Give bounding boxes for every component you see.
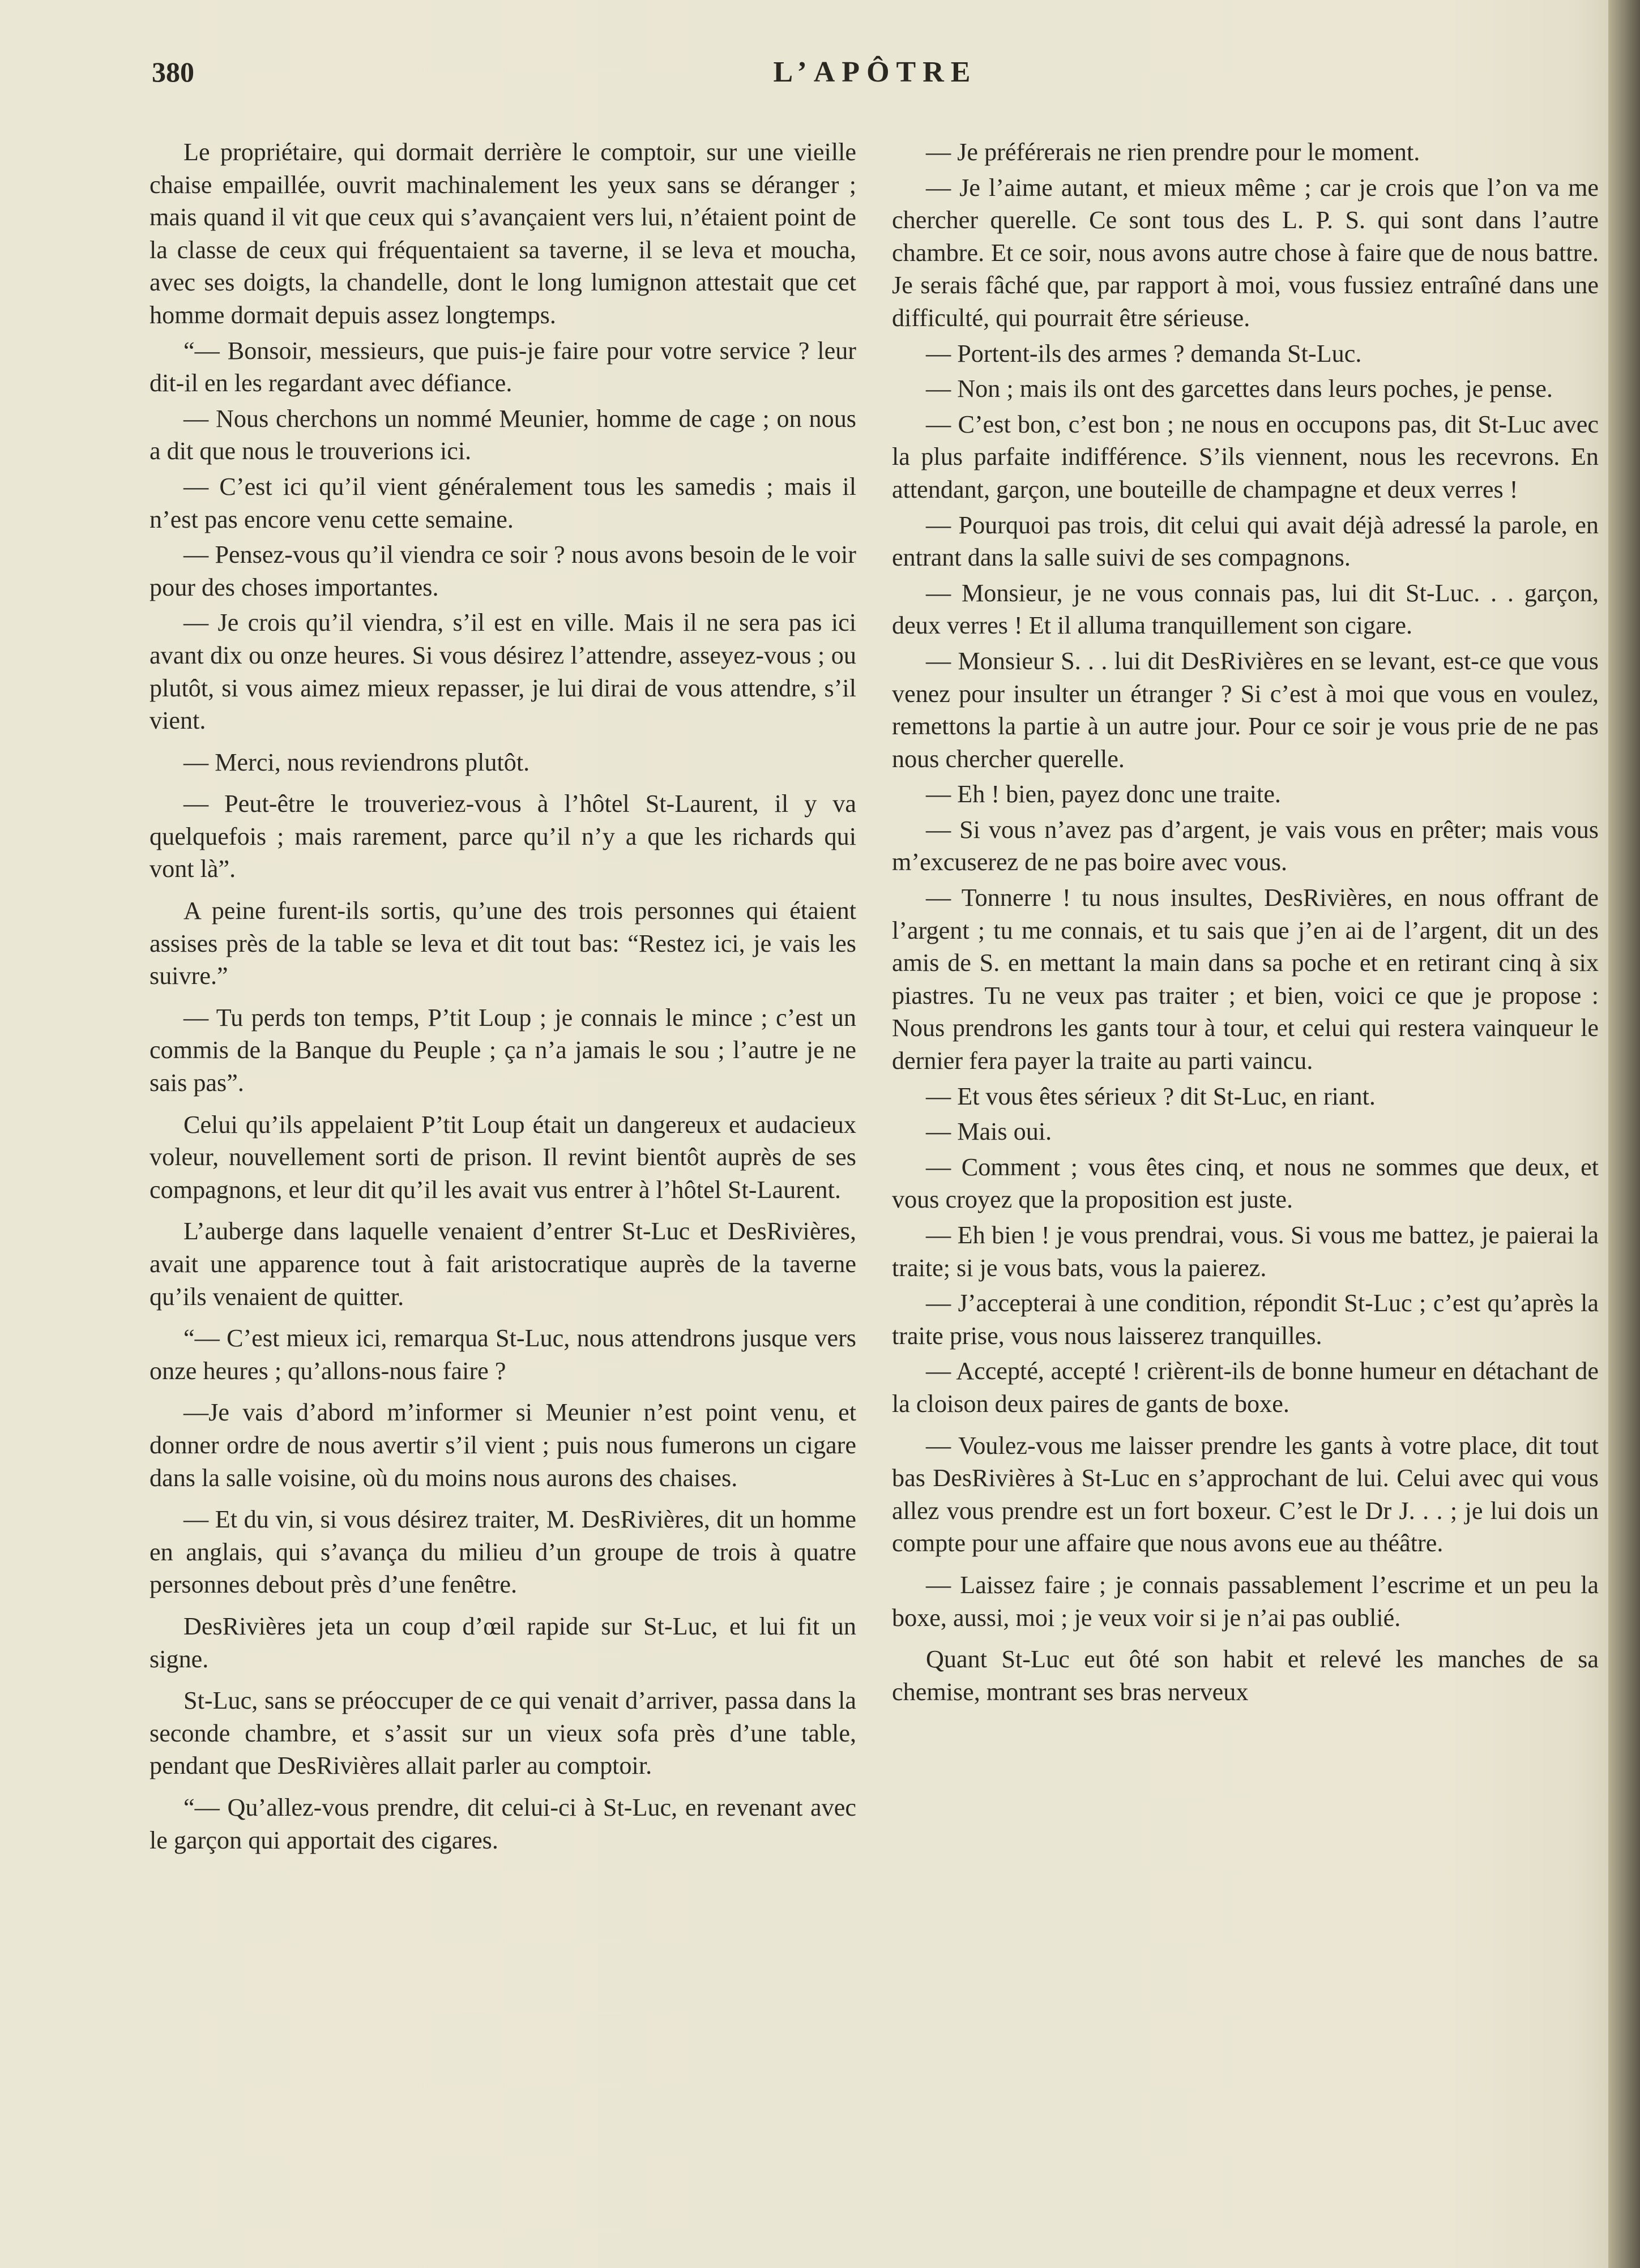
paragraph: — Je crois qu’il viendra, s’il est en ville. Mais il ne sera pas ici avant dix ou onze heures. Si vous désirez l’attendre, asseyez-vous ; ou plutôt, si vous aimez mieux repasser, je lui dirai de vous attendre, s’il vient. <box>150 609 856 735</box>
paragraph: DesRivières jeta un coup d’œil rapide sur St-Luc, et lui fit un signe. <box>150 1612 856 1673</box>
paragraph: — Monsieur, je ne vous connais pas, lui dit St-Luc. . . garçon, deux verres ! Et il alluma tranquillement son cigare. <box>892 579 1599 640</box>
page-header <box>152 55 1599 101</box>
paragraph: — Non ; mais ils ont des garcettes dans leurs poches, je pense. <box>926 375 1553 403</box>
left-column <box>150 136 856 1859</box>
paragraph: — Et du vin, si vous désirez traiter, M. DesRivières, dit un homme en anglais, qui s’avança du milieu d’un groupe de trois à quatre personnes debout près d’une fenêtre. <box>150 1505 856 1599</box>
paragraph: — Merci, nous reviendrons plutôt. <box>183 748 530 776</box>
paragraph: — Si vous n’avez pas d’argent, je vais vous en prêter; mais vous m’excuserez de ne pas boire avec vous. <box>892 815 1599 876</box>
paragraph: — Peut-être le trouveriez-vous à l’hôtel St-Laurent, il y va quelquefois ; mais rarement, parce qu’il n’y a que les richards qui vont là”. <box>150 790 856 883</box>
paragraph: —Je vais d’abord m’informer si Meunier n’est point venu, et donner ordre de nous avertir s’il vient ; puis nous fumerons un cigare dans la salle voisine, où du moins nous aurons des chaises. <box>150 1398 856 1492</box>
paragraph: — Je l’aime autant, et mieux même ; car je crois que l’on va me chercher querelle. Ce sont tous des L. P. S. qui sont dans l’autre chambre. Et ce soir, nous avons autre chose à faire que de nous battre. Je serais fâché que, par rapport à moi, vous fussiez entraîné dans une difficulté, qui pourrait être sérieuse. <box>892 173 1599 332</box>
book-spine-edge <box>1608 0 1640 2268</box>
paragraph: — Pensez-vous qu’il viendra ce soir ? nous avons besoin de le voir pour des choses importantes. <box>150 541 856 601</box>
paragraph: — Accepté, accepté ! crièrent-ils de bonne humeur en détachant de la cloison deux paires de gants de boxe. <box>892 1357 1599 1418</box>
paragraph: Le propriétaire, qui dormait derrière le comptoir, sur une vieille chaise empaillée, ouvrit machinalement les yeux sans se déranger ; mais quand il vit que ceux qui s’avançaient vers lui, n’étaient point de la classe de ceux qui fréquentaient sa taverne, il se leva et moucha, avec ses doigts, la chandelle, dont le long lumignon attestait que cet homme dormait depuis assez longtemps. <box>150 138 856 329</box>
paragraph: A peine furent-ils sortis, qu’une des trois personnes qui étaient assises près de la table se leva et dit tout bas: “Restez ici, je vais les suivre.” <box>150 897 856 990</box>
paragraph: — Eh bien ! je vous prendrai, vous. Si vous me battez, je paierai la traite; si je vous bats, vous la paierez. <box>892 1221 1599 1282</box>
paragraph: — Nous cherchons un nommé Meunier, homme de cage ; on nous a dit que nous le trouverions ici. <box>150 404 856 465</box>
paragraph: — Portent-ils des armes ? demanda St-Luc. <box>926 339 1362 367</box>
paragraph: — Je préférerais ne rien prendre pour le moment. <box>926 138 1420 166</box>
right-column <box>892 136 1599 1711</box>
paragraph: L’auberge dans laquelle venaient d’entrer St-Luc et DesRivières, avait une apparence tout à fait aristocratique auprès de la taverne qu’ils venaient de quitter. <box>150 1217 856 1311</box>
paragraph: — Tu perds ton temps, P’tit Loup ; je connais le mince ; c’est un commis de la Banque du Peuple ; ça n’a jamais le sou ; l’autre je ne sais pas”. <box>150 1003 856 1097</box>
paragraph: — Et vous êtes sérieux ? dit St-Luc, en riant. <box>926 1082 1376 1110</box>
paragraph: “— C’est mieux ici, remarqua St-Luc, nous attendrons jusque vers onze heures ; qu’allons-nous faire ? <box>150 1324 856 1385</box>
paragraph: — Pourquoi pas trois, dit celui qui avait déjà adressé la parole, en entrant dans la salle suivi de ses compagnons. <box>892 511 1599 572</box>
paragraph: — Eh ! bien, payez donc une traite. <box>926 780 1281 808</box>
paragraph: “— Qu’allez-vous prendre, dit celui-ci à St-Luc, en revenant avec le garçon qui apportait des cigares. <box>150 1793 856 1854</box>
running-title: L’APÔTRE <box>773 56 977 88</box>
paragraph: — Laissez faire ; je connais passablement l’escrime et un peu la boxe, aussi, moi ; je veux voir si je n’ai pas oublié. <box>892 1571 1599 1632</box>
paragraph: — J’accepterai à une condition, répondit St-Luc ; c’est qu’après la traite prise, vous nous laisserez tranquilles. <box>892 1289 1599 1350</box>
paragraph: — Tonnerre ! tu nous insultes, DesRivières, en nous offrant de l’argent ; tu me connais, et tu sais que j’en ai de l’argent, dit un des amis de S. en mettant la main dans sa poche et en retirant cinq à six piastres. Tu ne veux pas traiter ; et bien, voici ce que je propose : Nous prendrons les gants tour à tour, et celui qui restera vainqueur le dernier fera payer la traite au parti vaincu. <box>892 884 1599 1075</box>
paragraph: Celui qu’ils appelaient P’tit Loup était un dangereux et audacieux voleur, nouvellement sorti de prison. Il revint bientôt auprès de ses compagnons, et leur dit qu’il les avait vus entrer à l’hôtel St-Laurent. <box>150 1110 856 1204</box>
paragraph: St-Luc, sans se préoccuper de ce qui venait d’arriver, passa dans la seconde chambre, et s’assit sur un vieux sofa près d’une table, pendant que DesRivières allait parler au comptoir. <box>150 1687 856 1780</box>
paragraph: — Monsieur S. . . lui dit DesRivières en se levant, est-ce que vous venez pour insulter un étranger ? Si c’est à moi que vous en voulez, remettons la partie à un autre jour. Pour ce soir je vous prie de ne pas nous chercher querelle. <box>892 647 1599 773</box>
paragraph: “— Bonsoir, messieurs, que puis-je faire pour votre service ? leur dit-il en les regardant avec défiance. <box>150 336 856 397</box>
page-number: 380 <box>152 56 194 88</box>
paragraph: — C’est ici qu’il vient généralement tous les samedis ; mais il n’est pas encore venu cette semaine. <box>150 472 856 533</box>
paragraph: — C’est bon, c’est bon ; ne nous en occupons pas, dit St-Luc avec la plus parfaite indifférence. S’ils viennent, nous les recevrons. En attendant, garçon, une bouteille de champagne et deux verres ! <box>892 410 1599 503</box>
paragraph: — Comment ; vous êtes cinq, et nous ne sommes que deux, et vous croyez que la proposition est juste. <box>892 1153 1599 1214</box>
paragraph: Quant St-Luc eut ôté son habit et relevé les manches de sa chemise, montrant ses bras nerveux <box>892 1645 1599 1706</box>
paragraph: — Mais oui. <box>926 1118 1052 1146</box>
paragraph: — Voulez-vous me laisser prendre les gants à votre place, dit tout bas DesRivières à St-Luc en s’approchant de lui. Celui avec qui vous allez vous prendre est un fort boxeur. C’est le Dr J. . . ; je lui dois un compte pour une affaire que nous avons eue au théâtre. <box>892 1431 1599 1557</box>
